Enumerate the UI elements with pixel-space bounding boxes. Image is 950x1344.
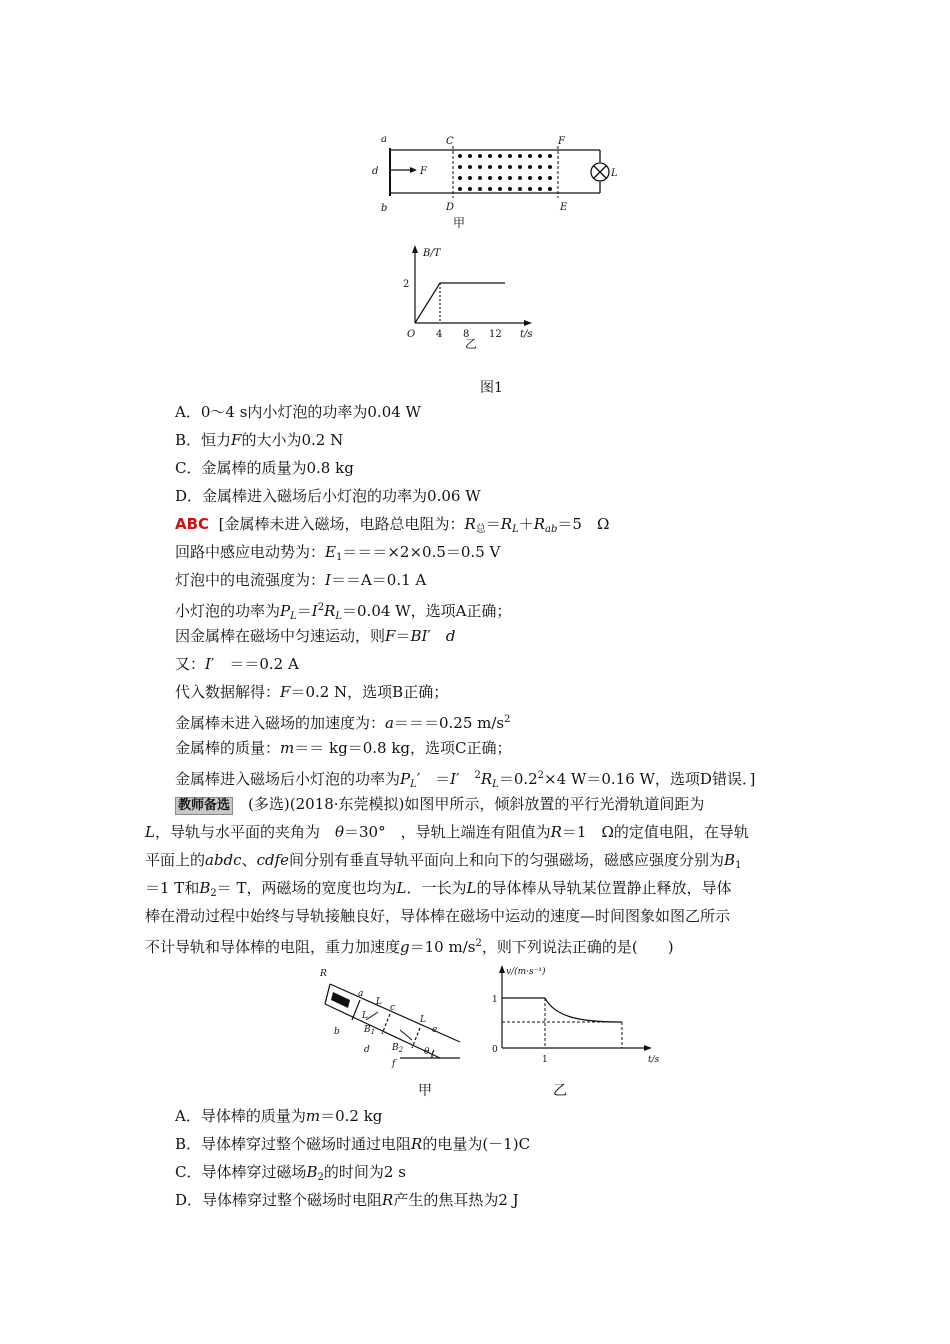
field-dot [508, 165, 512, 169]
fig2-label-c: c [390, 1003, 396, 1013]
solution-line-7: 代入数据解得：F＝0.2 N，选项B正确； [175, 683, 449, 701]
field-dot [468, 187, 472, 191]
answer-label: ABC [175, 515, 210, 533]
fig2-y-axis-label: v/(m·s⁻¹) [506, 967, 546, 977]
fig2-x-axis-label: t/s [648, 1055, 660, 1065]
field-dot [528, 187, 532, 191]
fig2-caption-yi: 乙 [553, 1083, 567, 1099]
q2-option-d: D．导体棒穿过整个磁场时电阻R产生的焦耳热为2 J [175, 1191, 519, 1209]
label-a: a [381, 134, 387, 145]
field-dot [508, 176, 512, 180]
figure-1-jia [360, 130, 620, 230]
field-dot [538, 187, 542, 191]
field-dot [528, 154, 532, 158]
field-dot [528, 165, 532, 169]
field-dot [548, 154, 552, 158]
field-dot [518, 176, 522, 180]
fig2-label-B2: $B_2$ [392, 1043, 404, 1054]
field-dot [478, 176, 482, 180]
figure-2-jia [320, 962, 470, 1068]
label-F: F [558, 136, 565, 147]
fig2-label-e: e [432, 1025, 438, 1035]
x-tick-12: 12 [489, 329, 502, 340]
field-dot [518, 154, 522, 158]
option-c: C．金属棒的质量为0.8 kg [175, 459, 354, 477]
field-dot [488, 187, 492, 191]
label-E: E [560, 202, 568, 213]
q2-line-2: L，导轨与水平面的夹角为 θ＝30° ，导轨上端连有阻值为R＝1 Ω的定值电阻，在导轨 [145, 823, 749, 841]
field-dot [458, 165, 462, 169]
q2-line-3: 平面上的abdc、cdfe间分别有垂直导轨平面向上和向下的匀强磁场，磁感应强度分别为$B_1$ [145, 851, 742, 871]
solution-line-9: 金属棒的质量：m＝＝ kg＝0.8 kg，选项C正确； [175, 739, 512, 757]
fig2-caption-jia: 甲 [418, 1083, 432, 1099]
field-dot [498, 187, 502, 191]
label-d: d [372, 166, 379, 177]
field-dot [508, 154, 512, 158]
fig2-label-f: f [392, 1059, 396, 1068]
magnetic-field-dots [458, 154, 552, 191]
field-dot [508, 187, 512, 191]
caption-yi: 乙 [465, 337, 478, 350]
field-dot [538, 176, 542, 180]
field-dot [498, 176, 502, 180]
q2-line-1: 教师备选 (多选)(2018·东莞模拟)如图甲所示，倾斜放置的平行光滑轨道间距为 [175, 794, 704, 815]
field-dot [458, 176, 462, 180]
field-dot [458, 187, 462, 191]
field-dot [548, 165, 552, 169]
field-dot [548, 176, 552, 180]
option-d: D．金属棒进入磁场后小灯泡的功率为0.06 W [175, 487, 481, 505]
label-b: b [381, 203, 388, 214]
label-L: L [611, 168, 618, 179]
fig2-y-tick-1: 1 [492, 995, 498, 1005]
field-dot [478, 165, 482, 169]
x-tick-4: 4 [436, 329, 443, 340]
q2-option-a: A．导体棒的质量为m＝0.2 kg [175, 1107, 383, 1125]
field-dot [478, 187, 482, 191]
q2-line-5: 棒在滑动过程中始终与导轨接触良好，导体棒在磁场中运动的速度—时间图象如图乙所示 [145, 907, 731, 925]
caption-jia: 甲 [453, 216, 466, 230]
label-C: C [446, 136, 454, 147]
option-b: B．恒力F的大小为0.2 N [175, 431, 344, 449]
solution-line-8: 金属棒未进入磁场的加速度为：a＝＝＝0.25 $m/s^2$ [175, 714, 511, 732]
label-force: F [420, 166, 427, 177]
field-dot [478, 154, 482, 158]
fig2-label-L2: L [362, 1011, 368, 1021]
field-dot [458, 154, 462, 158]
field-dot [488, 165, 492, 169]
x-tick-8: 8 [463, 329, 470, 340]
field-dot [518, 187, 522, 191]
q2-line-6: 不计导轨和导体棒的电阻，重力加速度g＝10 $m/s^2$，则下列说法正确的是( ) [145, 938, 674, 956]
figure-2-yi [480, 962, 680, 1068]
field-dot [518, 165, 522, 169]
field-dot [488, 154, 492, 158]
field-dot [488, 176, 492, 180]
field-dot [538, 154, 542, 158]
fig2-label-R: R [320, 969, 327, 979]
q2-line-4: ＝1 T和$B_2= T$，两磁场的宽度也均为L．一长为L的导体棒从导轨某位置静止释放，导体 [145, 879, 732, 899]
fig2-label-L1: L [376, 997, 382, 1007]
y-axis-label: B/T [423, 248, 441, 259]
fig2-label-b: b [334, 1027, 340, 1037]
fig2-origin-label: 0 [492, 1045, 498, 1055]
fig2-label-d: d [364, 1045, 370, 1055]
solution-line-5: 因金属棒在磁场中匀速运动，则F＝BI′ d [175, 627, 456, 645]
q2-option-b: B．导体棒穿过整个磁场时通过电阻R的电量为(－1)C [175, 1135, 531, 1153]
field-dot [498, 165, 502, 169]
field-dot [468, 154, 472, 158]
solution-line-1: ABC [金属棒未进入磁场，电路总电阻为：$R_总=R_L+R_{ab}=5$ Ω [175, 515, 610, 535]
label-D: D [446, 202, 455, 213]
fig2-label-a: a [358, 989, 364, 999]
field-dot [468, 176, 472, 180]
solution-line-6: 又：I′ ＝＝0.2 A [175, 655, 299, 673]
solution-line-2: 回路中感应电动势为：$E_1===\times 2\times 0.5=0.5$ V [175, 543, 501, 563]
field-dot [528, 176, 532, 180]
field-dot [538, 165, 542, 169]
fig2-label-theta: θ [424, 1047, 430, 1057]
y-tick-2: 2 [403, 279, 410, 290]
solution-line-10: 金属棒进入磁场后小灯泡的功率为$P_L'$ ＝I′ $^2R_L=0.2^2\times 4$ W＝0.16 W，选项D错误．] [175, 770, 756, 790]
figure-1-yi [385, 240, 545, 350]
field-dot [468, 165, 472, 169]
fig2-label-B1: $B_1$ [364, 1025, 376, 1036]
solution-line-3: 灯泡中的电流强度为：I＝＝A＝0.1 A [175, 571, 427, 589]
solution-line-4: 小灯泡的功率为$P_L=I^2R_L=0.04$ W，选项A正确； [175, 602, 512, 622]
teacher-backup-tag: 教师备选 [175, 797, 233, 815]
fig2-x-tick-1: 1 [542, 1055, 548, 1065]
figure-caption: 图1 [480, 380, 503, 396]
field-dot [498, 154, 502, 158]
x-axis-label: t/s [520, 329, 533, 340]
origin-label: O [407, 329, 416, 340]
q2-option-c: C．导体棒穿过磁场$B_2$的时间为2 s [175, 1163, 406, 1183]
option-a: A．0～4 s内小灯泡的功率为0.04 W [175, 403, 421, 421]
fig2-label-L3: L [420, 1015, 426, 1025]
field-dot [548, 187, 552, 191]
